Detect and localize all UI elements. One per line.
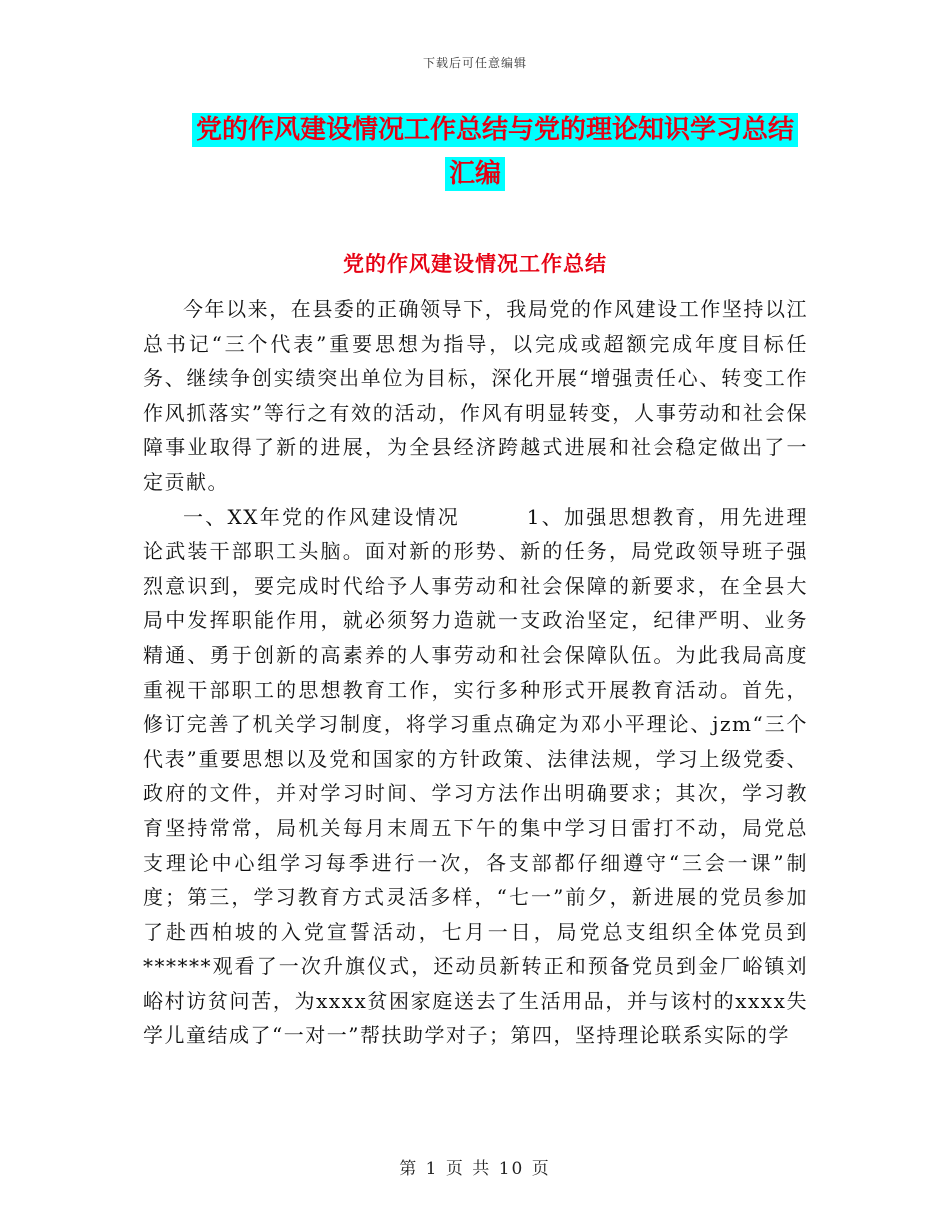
section-title: 党的作风建设情况工作总结 — [343, 252, 607, 276]
page-footer: 第 1 页 共 10 页 — [399, 1159, 551, 1179]
body-text — [143, 292, 808, 1053]
document-title — [0, 108, 950, 196]
document-title-line-1: 党的作风建设情况工作总结与党的理论知识学习总结 — [192, 113, 798, 147]
document-title-line-2: 汇编 — [445, 157, 505, 191]
paragraph-intro: 今年以来，在县委的正确领导下，我局党的作风建设工作坚持以江总书记“三个代表”重要思想为指导，以完成或超额完成年度目标任务、继续争创实绩突出单位为目标，深化开展“增强责任心、转变工作作风抓落实”等行之有效的活动，作风有明显转变，人事劳动和社会保障事业取得了新的进展，为全县经济跨越式进展和社会稳定做出了一定贡献。 — [143, 297, 808, 494]
header-note: 下载后可任意编辑 — [422, 56, 527, 70]
paragraph-section-one: 一、XX年党的作风建设情况 1、加强思想教育，用先进理论武装干部职工头脑。面对新的形势、新的任务，局党政领导班子强烈意识到，要完成时代给予人事劳动和社会保障的新要求，在全县大局中发挥职能作用，就必须努力造就一支政治坚定，纪律严明、业务精通、勇于创新的高素养的人事劳动和社会保障队伍。为此我局高度重视干部职工的思想教育工作，实行多种形式开展教育活动。首先，修订完善了机关学习制度，将学习重点确定为邓小平理论、jzm“三个代表”重要思想以及党和国家的方针政策、法律法规，学习上级党委、政府的文件，并对学习时间、学习方法作出明确要求；其次，学习教育坚持常常，局机关每月末周五下午的集中学习日雷打不动，局党总支理论中心组学习每季进行一次，各支部都仔细遵守“三会一课”制度；第三，学习教育方式灵活多样，“七一”前夕，新进展的党员参加了赴西柏坡的入党宣誓活动，七月一日，局党总支组织全体党员到******观看了一次升旗仪式，还动员新转正和预备党员到金厂峪镇刘峪村访贫问苦，为xxxx贫困家庭送去了生活用品，并与该村的xxxx失学儿童结成了“一对一”帮扶助学对子；第四，坚持理论联系实际的学 — [143, 504, 808, 1048]
